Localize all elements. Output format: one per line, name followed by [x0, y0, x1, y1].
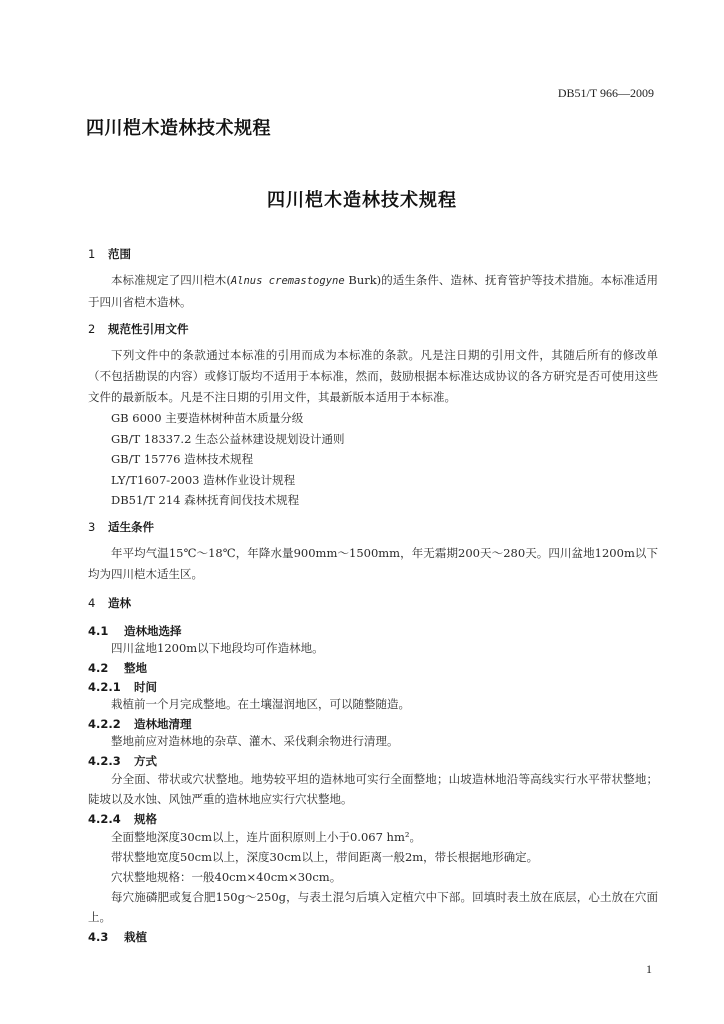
reference-item: GB/T 18337.2 生态公益林建设规划设计通则: [111, 431, 345, 446]
subsection-heading-4-1: 4.1 造林地选择: [88, 623, 182, 638]
subsection-heading-4-2-4: 4.2.4 规格: [88, 811, 157, 826]
section-heading-2: 2 规范性引用文件: [88, 322, 189, 336]
standard-code: DB51/T 966—2009: [557, 86, 654, 100]
main-title: 四川桤木造林技术规程: [267, 190, 457, 211]
subsection-4-2-3-paragraph: 分全面、带状或穴状整地。地势较平坦的造林地可实行全面整地；山坡造林地沿等高线实行水平带状整地；陡坡以及水蚀、风蚀严重的造林地应实行穴状整地。: [88, 771, 658, 806]
section-2-paragraph: 下列文件中的条款通过本标准的引用而成为本标准的条款。凡是注日期的引用文件，其随后所有的修改单（不包括勘误的内容）或修订版均不适用于本标准，然而，鼓励根据本标准达成协议的各方研究是否可使用这些文件的最新版本。凡是不注日期的引用文件，其最新版本适用于本标准。: [88, 348, 658, 404]
section-heading-3: 3 适生条件: [88, 519, 154, 534]
subsection-heading-4-2: 4.2 整地: [88, 660, 147, 675]
subsection-heading-4-2-3: 4.2.3 方式: [88, 753, 157, 768]
reference-item: GB/T 15776 造林技术规程: [111, 452, 254, 466]
subsection-heading-4-2-2: 4.2.2 造林地清理: [88, 716, 192, 731]
section-heading-4: 4 造林: [88, 595, 131, 610]
document-body: [88, 246, 658, 945]
section-heading-1: 1 范围: [88, 247, 131, 261]
subsection-heading-4-2-1: 4.2.1 时间: [88, 679, 157, 694]
reference-item: GB 6000 主要造林树种苗木质量分级: [111, 411, 304, 425]
spec-line: 穴状整地规格：一般40cm×40cm×30cm。: [111, 869, 342, 884]
subsection-4-2-4-paragraph: 每穴施磷肥或复合肥150g～250g，与表土混匀后填入定植穴中下部。回填时表土放在底层，心土放在穴面上。: [88, 889, 658, 924]
page-number: 1: [646, 962, 652, 976]
document-title: 四川桤木造林技术规程: [86, 118, 271, 139]
reference-item: DB51/T 214 森林抚育间伐技术规程: [111, 493, 300, 507]
section-3-paragraph: 年平均气温15℃～18℃，年降水量900mm～1500mm，年无霜期200天～280天。四川盆地1200m以下均为四川桤木适生区。: [88, 545, 658, 581]
subsection-4-2-2-paragraph: 整地前应对造林地的杂草、灌木、采伐剩余物进行清理。: [111, 733, 399, 748]
subsection-heading-4-3: 4.3 栽植: [88, 929, 147, 944]
section-1-paragraph: 本标准规定了四川桤木(Alnus cremastogyne Burk)的适生条件、造林、抚育管护等技术措施。本标准适用于四川省桤木造林。: [88, 273, 658, 309]
reference-item: LY/T1607-2003 造林作业设计规程: [111, 472, 296, 487]
reference-list: [88, 408, 658, 511]
spec-line: 全面整地深度30cm以上，连片面积原则上小于0.067 hm²。: [111, 829, 421, 844]
subsection-4-1-paragraph: 四川盆地1200m以下地段均可作造林地。: [111, 640, 324, 655]
subsection-4-2-1-paragraph: 栽植前一个月完成整地。在土壤湿润地区，可以随整随造。: [111, 696, 410, 711]
spec-line: 带状整地宽度50cm以上，深度30cm以上，带间距离一般2m，带长根据地形确定。: [111, 849, 539, 864]
